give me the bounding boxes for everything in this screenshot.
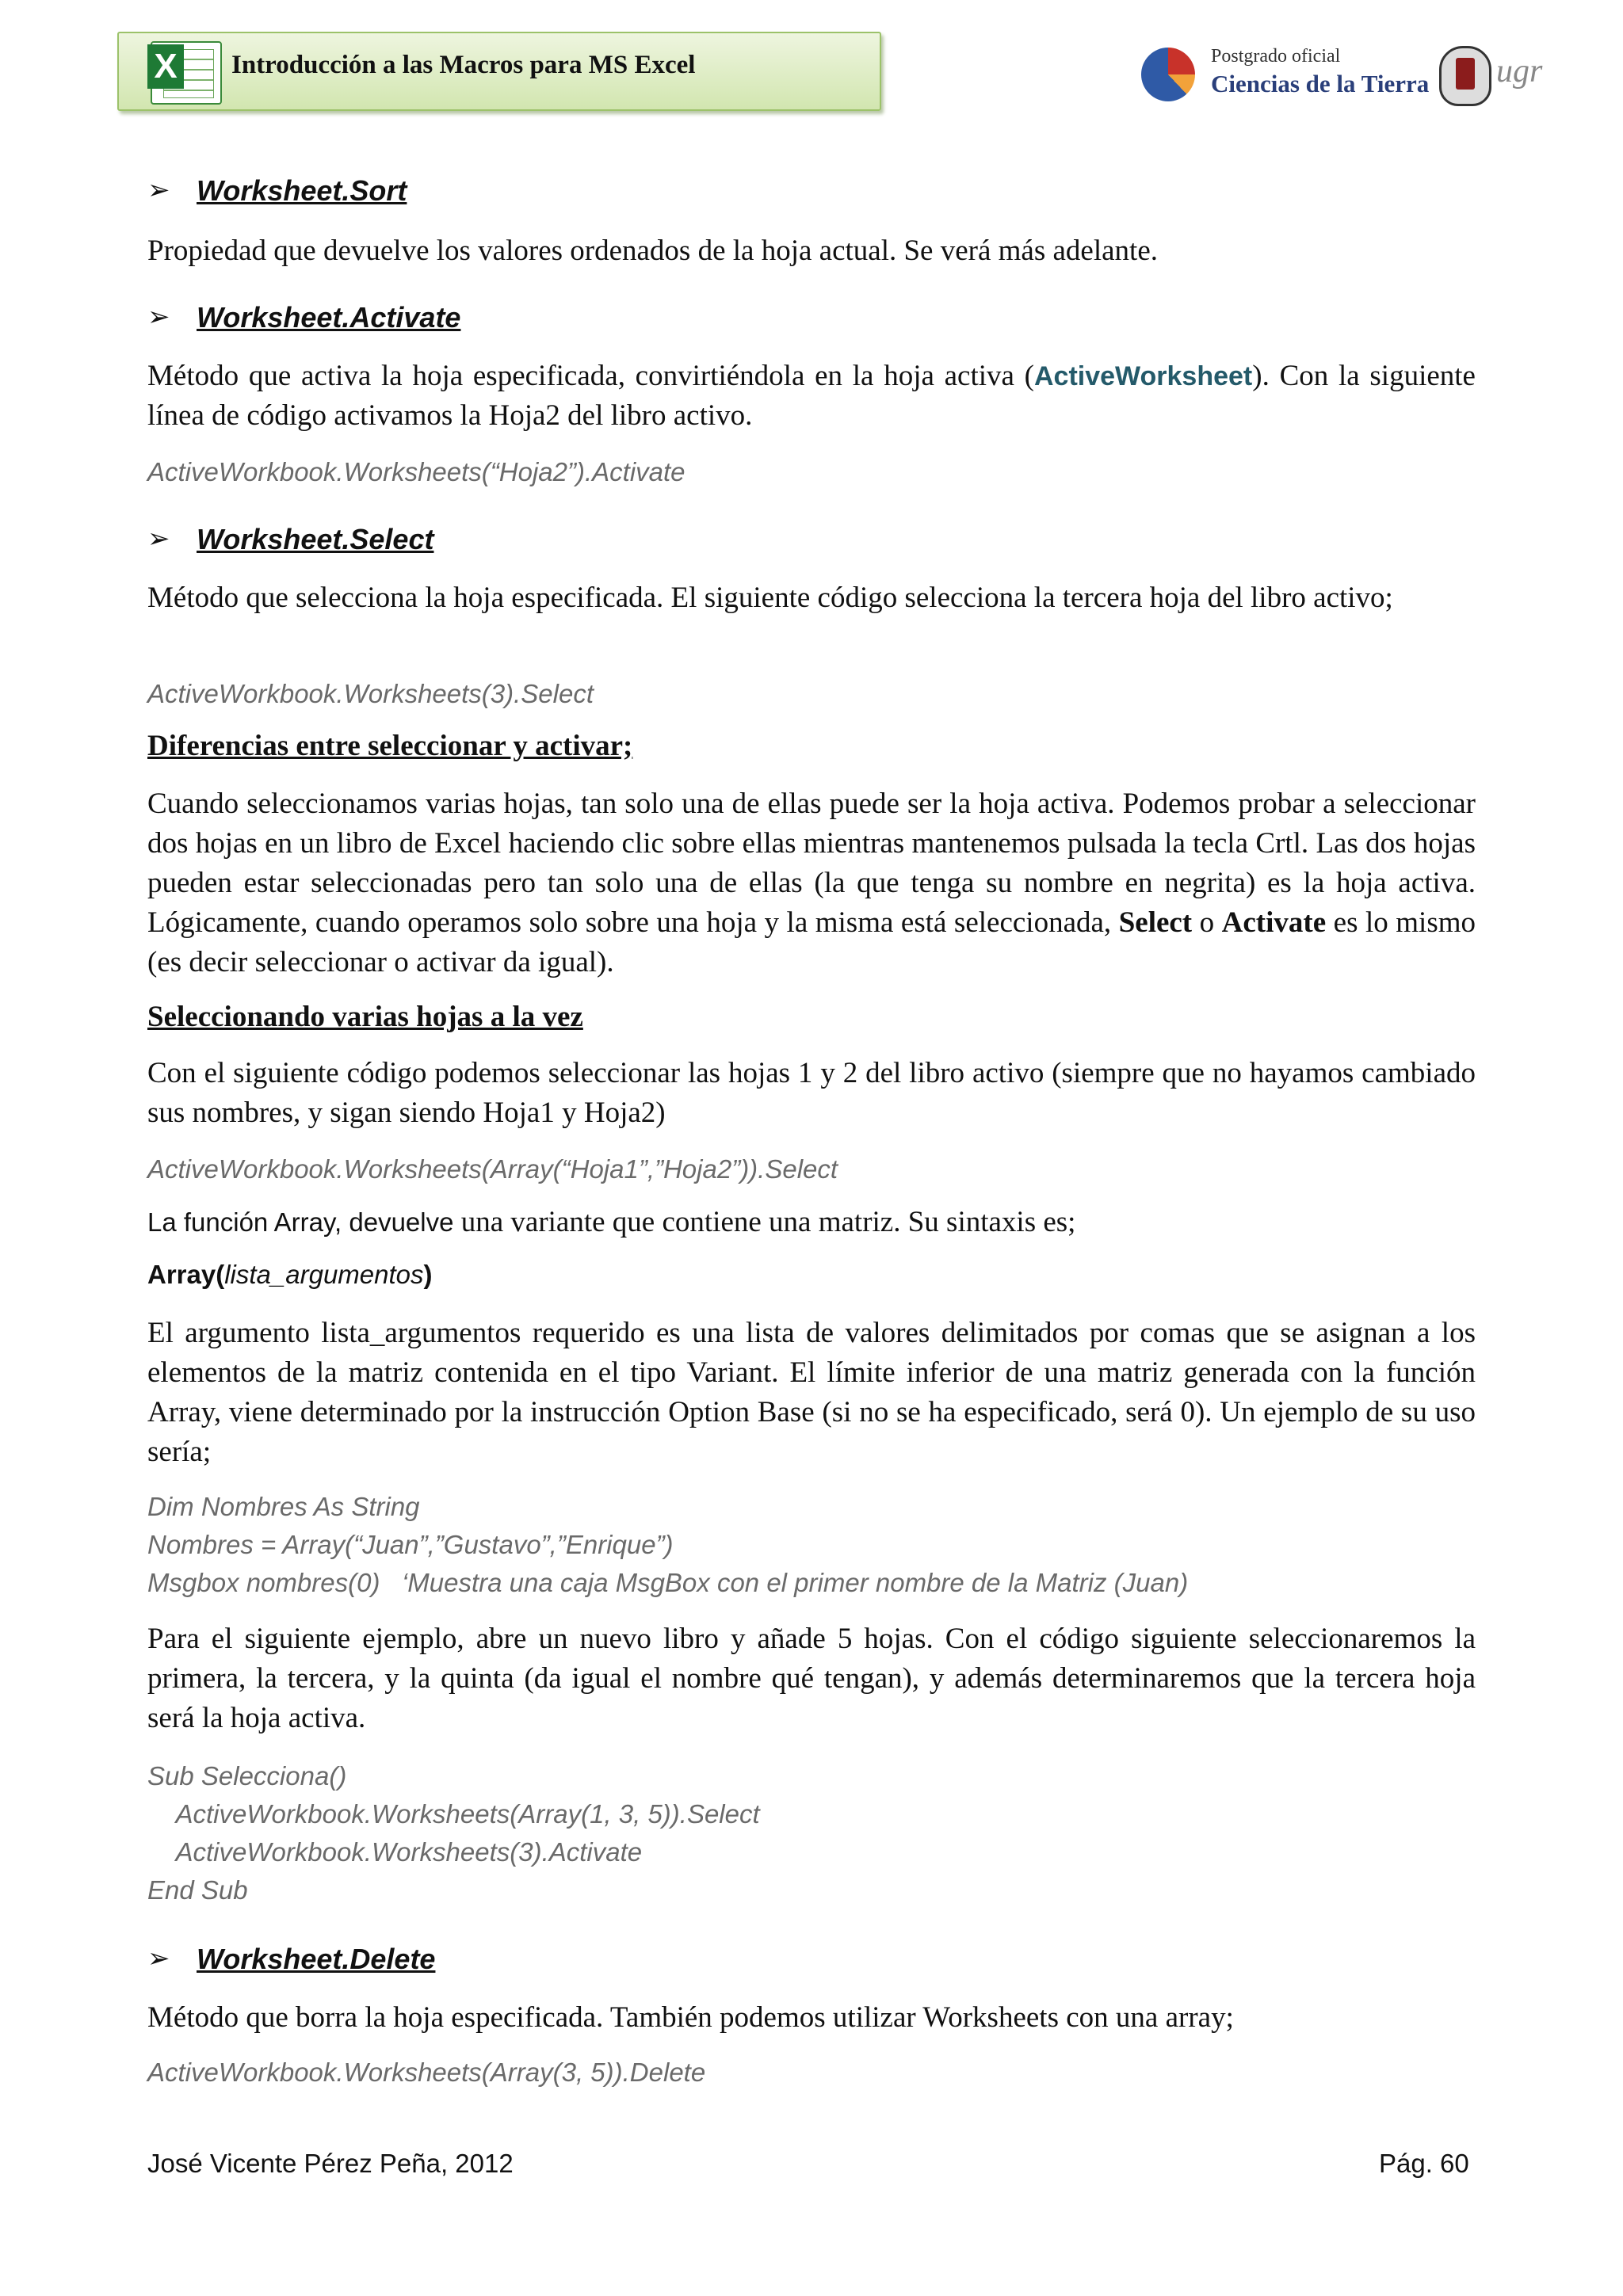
heading-differences: Diferencias entre seleccionar y activar;	[147, 730, 633, 762]
heading-multiple-sheets: Seleccionando varias hojas a la vez	[147, 1001, 583, 1033]
university-crest-icon	[1439, 46, 1491, 106]
paragraph-multiple-sheets: Con el siguiente código podemos seleccionar las hojas 1 y 2 del libro activo (siempre que no hayamos cambiado sus nombres, y sigan siendo Hoja1 y Hoja2)	[147, 1057, 1476, 1129]
institution-name: Ciencias de la Tierra	[1211, 70, 1430, 97]
institution-circle-icon	[1141, 48, 1195, 101]
heading-activate: ➢ Worksheet.Activate	[147, 301, 461, 334]
institution-subtitle: Postgrado oficial	[1211, 46, 1341, 67]
section-sort	[147, 174, 1476, 208]
code-delete: ActiveWorkbook.Worksheets(Array(3, 5)).Delete	[147, 2058, 706, 2087]
paragraph-argument: El argumento lista_argumentos requerido es una lista de valores delimitados por comas que se asignan a los elementos de la matriz contenida en el tipo Variant. El límite inferior de una matriz generada con la función Array, viene determinado por la instrucción Option Base (si no se ha especificado, será 0). Un ejemplo de su uso sería;	[147, 1317, 1476, 1468]
heading-sort: ➢ Worksheet.Sort	[147, 174, 407, 207]
arrow-bullet-icon: ➢	[147, 174, 170, 206]
paragraph-example: Para el siguiente ejemplo, abre un nuevo libro y añade 5 hojas. Con el código siguiente seleccionaremos la primera, la tercera, y la quinta (da igual el nombre qué tengan), y además determinaremos que la tercera hoja será la hoja activa.	[147, 1623, 1476, 1734]
institution-logo	[1141, 41, 1553, 113]
footer-page-number: Pág. 60	[1379, 2149, 1469, 2178]
heading-select: ➢ Worksheet.Select	[147, 523, 434, 555]
excel-logo-icon: X	[151, 41, 222, 105]
code-activate: ActiveWorkbook.Worksheets(“Hoja2”).Activate	[147, 457, 685, 486]
header-banner	[117, 32, 881, 111]
footer-author: José Vicente Pérez Peña, 2012	[147, 2149, 514, 2178]
paragraph-select: Método que selecciona la hoja especificada. El siguiente código selecciona la tercera hoja del libro activo;	[147, 582, 1393, 614]
code-sub-example: Sub Selecciona() ActiveWorkbook.Worksheets(Array(1, 3, 5)).Select ActiveWorkbook.Worksheets(3).Activate End Sub	[147, 1761, 760, 1905]
array-syntax: Array(lista_argumentos)	[147, 1260, 433, 1289]
code-dim-example: Dim Nombres As String Nombres = Array(“Juan”,”Gustavo”,”Enrique”) Msgbox nombres(0) ‘Muestra una caja MsgBox con el primer nombre de la Matriz (Juan)	[147, 1492, 1189, 1597]
paragraph-differences: Cuando seleccionamos varias hojas, tan solo una de ellas puede ser la hoja activa. Podemos probar a seleccionar dos hojas en un libro de Excel haciendo clic sobre ellas mientras mantenemos pulsada la tecla Crtl. Las dos hojas pueden estar seleccionadas pero tan solo una de ellas (la que tenga su nombre en negrita) es la hoja activa. Lógicamente, cuando operamos solo sobre una hoja y la misma está seleccionada, Select o Activate es lo mismo (es decir seleccionar o activar da igual).	[147, 788, 1476, 978]
paragraph-delete: Método que borra la hoja especificada. También podemos utilizar Worksheets con una array;	[147, 2001, 1234, 2034]
document-title: Introducción a las Macros para MS Excel	[231, 51, 696, 79]
paragraph-array-function: La función Array, devuelve una variante que contiene una matriz. Su sintaxis es;	[147, 1206, 1076, 1238]
code-select: ActiveWorkbook.Worksheets(3).Select	[147, 679, 594, 708]
arrow-bullet-icon: ➢	[147, 301, 170, 333]
arrow-bullet-icon: ➢	[147, 1943, 170, 1974]
paragraph-activate: Método que activa la hoja especificada, convirtiéndola en la hoja activa (ActiveWorksheet). Con la siguiente línea de código activamos la Hoja2 del libro activo.	[147, 360, 1476, 432]
paragraph-sort: Propiedad que devuelve los valores ordenados de la hoja actual. Se verá más adelante.	[147, 235, 1159, 267]
arrow-bullet-icon: ➢	[147, 523, 170, 555]
code-multiple-sheets: ActiveWorkbook.Worksheets(Array(“Hoja1”,”Hoja2”)).Select	[147, 1154, 838, 1184]
ugr-mark: ugr	[1496, 53, 1543, 90]
heading-delete: ➢ Worksheet.Delete	[147, 1943, 436, 1975]
